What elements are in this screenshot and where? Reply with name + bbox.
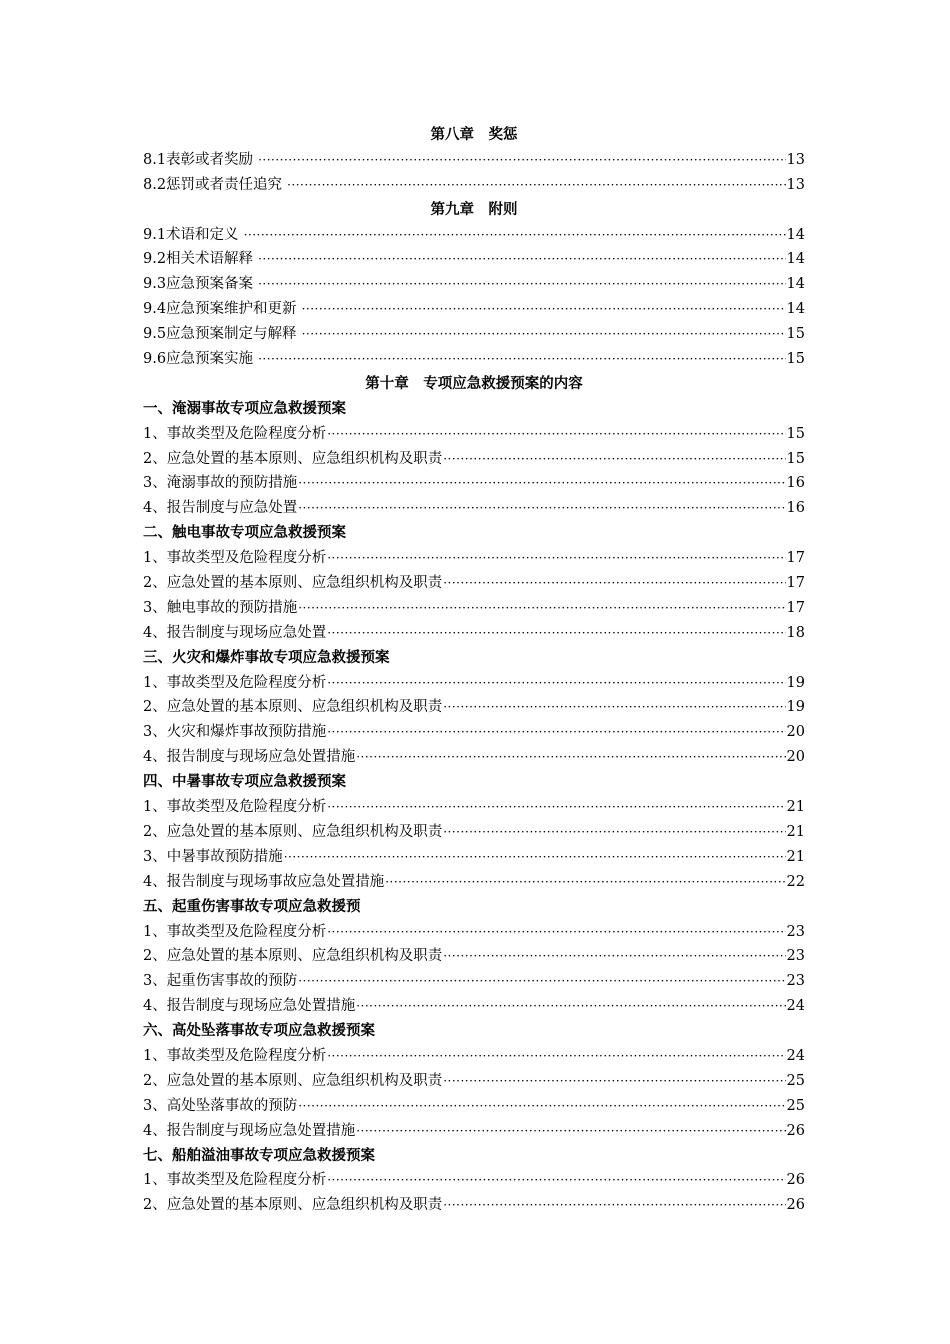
toc-entry[interactable] <box>143 173 805 198</box>
toc-entry-page: 15 <box>786 425 805 442</box>
toc-entry-page: 19 <box>786 674 805 691</box>
dot-leader <box>302 297 786 322</box>
dot-leader <box>327 422 785 447</box>
toc-entry-title: 8.2惩罚或者责任追究 <box>143 176 283 193</box>
toc-entry-title: 1、事故类型及危险程度分析 <box>143 799 327 816</box>
toc-entry-title: 1、事故类型及危险程度分析 <box>143 550 327 567</box>
toc-entry[interactable] <box>143 322 805 347</box>
toc-entry-title: 1、事故类型及危险程度分析 <box>143 1172 327 1189</box>
section-heading: 二、触电事故专项应急救援预案 <box>143 524 346 542</box>
chapter-heading: 第十章 专项应急救援预案的内容 <box>365 374 583 392</box>
toc-entry-title: 2、应急处置的基本原则、应急组织机构及职责 <box>143 450 443 467</box>
dot-leader <box>327 720 785 745</box>
toc-entry-page: 24 <box>786 1047 805 1064</box>
toc-entry-page: 23 <box>786 923 805 940</box>
dot-leader <box>327 920 785 945</box>
dot-leader <box>385 870 785 895</box>
toc-entry-title: 3、火灾和爆炸事故预防措施 <box>143 724 327 741</box>
toc-entry-page: 21 <box>786 823 805 840</box>
toc-entry-title: 3、高处坠落事故的预防 <box>143 1097 298 1114</box>
toc-entry-title: 3、淹溺事故的预防措施 <box>143 475 298 492</box>
toc-entry-page: 14 <box>786 301 805 318</box>
toc-entry-title: 2、应急处置的基本原则、应急组织机构及职责 <box>143 575 443 592</box>
toc-entry-title: 4、报告制度与应急处置 <box>143 500 298 517</box>
section-heading: 七、船舶溢油事故专项应急救援预案 <box>143 1146 375 1164</box>
dot-leader <box>258 247 785 272</box>
toc-entry-title: 4、报告制度与现场事故应急处置措施 <box>143 873 385 890</box>
toc-entry-title: 3、触电事故的预防措施 <box>143 599 298 616</box>
toc-entry-page: 21 <box>786 799 805 816</box>
toc-entry-page: 20 <box>786 749 805 766</box>
toc-entry[interactable] <box>143 1044 805 1069</box>
dot-leader <box>443 1069 785 1094</box>
toc-entry-page: 17 <box>786 599 805 616</box>
toc-entry[interactable] <box>143 571 805 596</box>
dot-leader <box>356 745 785 770</box>
dot-leader <box>443 1193 785 1218</box>
table-of-contents <box>143 123 805 1218</box>
dot-leader <box>258 148 785 173</box>
section-heading: 一、淹溺事故专项应急救援预案 <box>143 399 346 417</box>
toc-entry[interactable] <box>143 347 805 372</box>
toc-entry-page: 19 <box>786 699 805 716</box>
dot-leader <box>298 969 785 994</box>
toc-entry-page: 25 <box>786 1097 805 1114</box>
dot-leader <box>258 347 785 372</box>
toc-entry-title: 4、报告制度与现场应急处置措施 <box>143 998 356 1015</box>
toc-entry-page: 25 <box>786 1072 805 1089</box>
toc-entry[interactable] <box>143 994 805 1019</box>
dot-leader <box>443 944 785 969</box>
toc-entry-title: 9.4应急预案维护和更新 <box>143 301 297 318</box>
toc-entry-page: 13 <box>786 176 805 193</box>
dot-leader <box>327 1168 785 1193</box>
toc-entry-page: 15 <box>786 450 805 467</box>
toc-entry-page: 15 <box>786 351 805 368</box>
toc-entry[interactable] <box>143 845 805 870</box>
dot-leader <box>244 223 786 248</box>
section-heading: 六、高处坠落事故专项应急救援预案 <box>143 1022 375 1040</box>
toc-entry-title: 1、事故类型及危险程度分析 <box>143 1047 327 1064</box>
toc-entry-title: 2、应急处置的基本原则、应急组织机构及职责 <box>143 699 443 716</box>
section-heading: 四、中暑事故专项应急救援预案 <box>143 773 346 791</box>
toc-entry-title: 2、应急处置的基本原则、应急组织机构及职责 <box>143 948 443 965</box>
toc-entry-title: 3、起重伤害事故的预防 <box>143 973 298 990</box>
toc-entry-title: 1、事故类型及危险程度分析 <box>143 674 327 691</box>
toc-entry[interactable] <box>143 1094 805 1119</box>
dot-leader <box>443 695 785 720</box>
toc-entry-title: 9.5应急预案制定与解释 <box>143 326 297 343</box>
toc-entry-title: 8.1表彰或者奖励 <box>143 151 254 168</box>
dot-leader <box>298 1094 785 1119</box>
dot-leader <box>356 994 785 1019</box>
section-heading: 五、起重伤害事故专项应急救援预 <box>143 897 361 915</box>
dot-leader <box>298 471 785 496</box>
dot-leader <box>327 671 785 696</box>
toc-entry-title: 9.6应急预案实施 <box>143 351 254 368</box>
toc-entry-page: 22 <box>786 873 805 890</box>
toc-entry-page: 16 <box>786 475 805 492</box>
toc-entry-page: 14 <box>786 276 805 293</box>
toc-entry[interactable] <box>143 720 805 745</box>
toc-entry[interactable] <box>143 820 805 845</box>
chapter-heading: 第八章 奖惩 <box>430 126 518 143</box>
toc-entry-page: 23 <box>786 948 805 965</box>
toc-entry-title: 1、事故类型及危险程度分析 <box>143 425 327 442</box>
toc-entry-title: 1、事故类型及危险程度分析 <box>143 923 327 940</box>
toc-entry[interactable] <box>143 695 805 720</box>
dot-leader <box>443 571 785 596</box>
toc-entry[interactable] <box>143 944 805 969</box>
dot-leader <box>298 596 785 621</box>
dot-leader <box>258 272 785 297</box>
toc-entry[interactable] <box>143 671 805 696</box>
toc-entry[interactable] <box>143 1069 805 1094</box>
toc-entry-title: 9.2相关术语解释 <box>143 251 254 268</box>
toc-entry[interactable] <box>143 148 805 173</box>
toc-entry-title: 3、中暑事故预防措施 <box>143 848 283 865</box>
dot-leader <box>327 621 785 646</box>
toc-entry-page: 14 <box>786 226 805 243</box>
toc-entry[interactable] <box>143 1193 805 1218</box>
toc-entry[interactable] <box>143 920 805 945</box>
dot-leader <box>327 546 785 571</box>
toc-entry-title: 2、应急处置的基本原则、应急组织机构及职责 <box>143 823 443 840</box>
toc-entry[interactable] <box>143 471 805 496</box>
toc-entry[interactable] <box>143 596 805 621</box>
toc-entry[interactable] <box>143 496 805 521</box>
toc-entry-page: 24 <box>786 998 805 1015</box>
toc-entry[interactable] <box>143 247 805 272</box>
dot-leader <box>284 845 786 870</box>
dot-leader <box>443 820 785 845</box>
toc-entry-title: 4、报告制度与现场应急处置措施 <box>143 1122 356 1139</box>
toc-entry-page: 26 <box>786 1172 805 1189</box>
dot-leader <box>302 322 786 347</box>
toc-entry-page: 16 <box>786 500 805 517</box>
toc-entry-page: 20 <box>786 724 805 741</box>
toc-entry[interactable] <box>143 297 805 322</box>
toc-entry[interactable] <box>143 422 805 447</box>
toc-entry[interactable] <box>143 272 805 297</box>
dot-leader <box>443 447 785 472</box>
dot-leader <box>327 1044 785 1069</box>
toc-entry[interactable] <box>143 870 805 895</box>
toc-entry-page: 26 <box>786 1122 805 1139</box>
toc-entry[interactable] <box>143 546 805 571</box>
toc-entry-title: 9.1术语和定义 <box>143 226 239 243</box>
toc-entry[interactable] <box>143 223 805 248</box>
toc-entry-title: 9.3应急预案备案 <box>143 276 254 293</box>
toc-entry[interactable] <box>143 1119 805 1144</box>
toc-entry-page: 21 <box>786 848 805 865</box>
toc-entry-page: 13 <box>786 151 805 168</box>
chapter-heading: 第九章 附则 <box>430 200 518 218</box>
toc-entry[interactable] <box>143 1168 805 1193</box>
toc-entry[interactable] <box>143 447 805 472</box>
dot-leader <box>356 1119 785 1144</box>
toc-entry-page: 23 <box>786 973 805 990</box>
toc-entry-title: 4、报告制度与现场应急处置措施 <box>143 749 356 766</box>
section-heading: 三、火灾和爆炸事故专项应急救援预案 <box>143 648 390 666</box>
toc-entry[interactable] <box>143 621 805 646</box>
toc-entry-title: 2、应急处置的基本原则、应急组织机构及职责 <box>143 1072 443 1089</box>
toc-entry-title: 2、应急处置的基本原则、应急组织机构及职责 <box>143 1197 443 1214</box>
toc-entry-page: 14 <box>786 251 805 268</box>
toc-entry[interactable] <box>143 969 805 994</box>
toc-entry-title: 4、报告制度与现场应急处置 <box>143 624 327 641</box>
toc-entry-page: 17 <box>786 575 805 592</box>
toc-entry-page: 18 <box>786 624 805 641</box>
dot-leader <box>327 795 785 820</box>
dot-leader <box>287 173 785 198</box>
toc-entry-page: 15 <box>786 326 805 343</box>
toc-entry[interactable] <box>143 745 805 770</box>
toc-entry[interactable] <box>143 795 805 820</box>
toc-entry-page: 17 <box>786 550 805 567</box>
toc-entry-page: 26 <box>786 1197 805 1214</box>
dot-leader <box>298 496 785 521</box>
